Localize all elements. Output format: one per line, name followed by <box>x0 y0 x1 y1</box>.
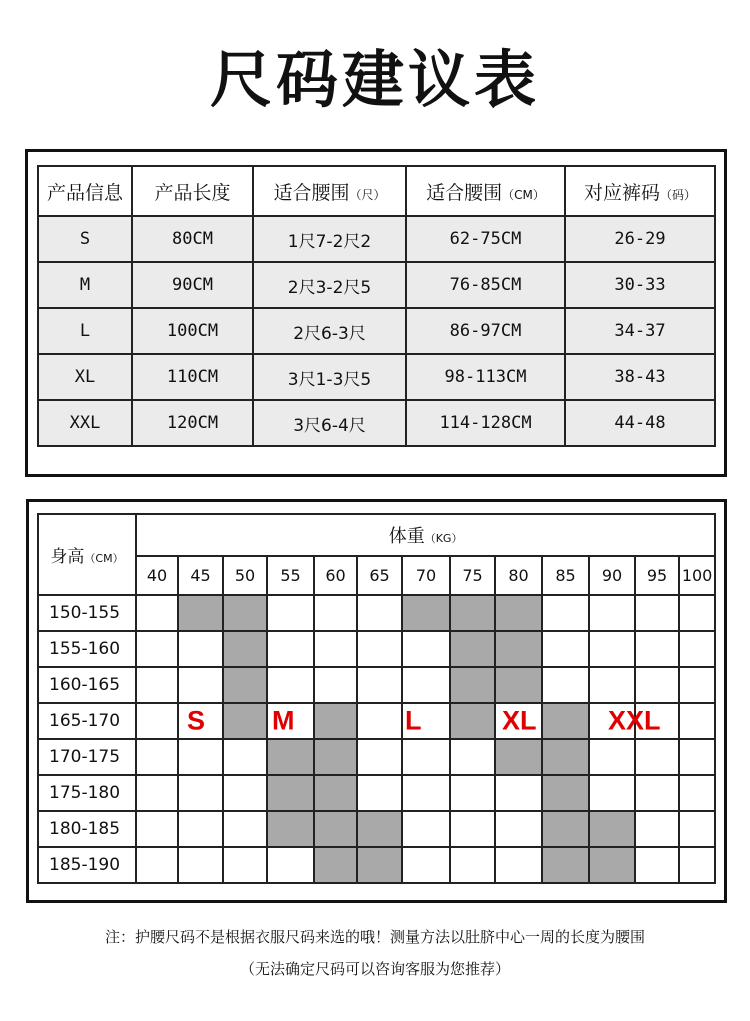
chart-cell <box>635 631 679 667</box>
size-table-header-cell <box>406 166 565 216</box>
header-unit: （码） <box>660 187 697 202</box>
size-table-row <box>38 216 715 262</box>
size-table-row <box>38 400 715 446</box>
header-label: 产品长度 <box>154 181 231 204</box>
size-table-cell: M <box>38 262 132 308</box>
size-table-cell: 3尺6-4尺 <box>253 400 406 446</box>
chart-cell <box>402 631 450 667</box>
chart-cell <box>136 595 178 631</box>
size-table <box>37 165 716 447</box>
weight-value-cell: 40 <box>136 556 178 595</box>
size-table-cell: 34-37 <box>565 308 715 354</box>
weight-value-cell: 95 <box>635 556 679 595</box>
chart-cell-filled <box>223 703 267 739</box>
chart-cell-filled <box>495 739 542 775</box>
note-line-1: 注：护腰尺码不是根据衣服尺码来选的哦！测量方法以肚脐中心一周的长度为腰围 <box>104 928 645 946</box>
height-range-cell: 185-190 <box>38 847 136 883</box>
chart-cell <box>542 631 589 667</box>
chart-row <box>38 847 715 883</box>
weight-value-cell: 65 <box>357 556 402 595</box>
chart-cell-filled <box>178 595 223 631</box>
chart-row <box>38 631 715 667</box>
chart-row <box>38 667 715 703</box>
size-table-cell: S <box>38 216 132 262</box>
chart-cell <box>450 811 495 847</box>
size-table-cell: 44-48 <box>565 400 715 446</box>
chart-cell-filled <box>589 847 635 883</box>
chart-cell <box>450 847 495 883</box>
chart-cell <box>402 739 450 775</box>
chart-cell-filled <box>314 703 357 739</box>
height-range-cell: 175-180 <box>38 775 136 811</box>
size-table-row <box>38 308 715 354</box>
chart-cell <box>542 667 589 703</box>
chart-cell-filled <box>495 595 542 631</box>
weight-values-row <box>38 556 715 595</box>
chart-cell <box>589 775 635 811</box>
weight-value-cell: 85 <box>542 556 589 595</box>
size-label: XXL <box>608 705 661 736</box>
chart-cell <box>589 703 661 739</box>
size-table-cell: 86-97CM <box>406 308 565 354</box>
chart-cell <box>267 595 314 631</box>
chart-row <box>38 703 715 739</box>
header-label: 对应裤码 <box>583 181 660 204</box>
weight-value-cell: 80 <box>495 556 542 595</box>
chart-cell-filled <box>223 595 267 631</box>
height-range-cell: 170-175 <box>38 739 136 775</box>
chart-cell <box>679 847 715 883</box>
chart-cell-filled <box>542 811 589 847</box>
chart-row <box>38 595 715 631</box>
page-title: 尺码建议表 <box>209 43 540 116</box>
chart-cell <box>357 631 402 667</box>
chart-cell <box>357 703 402 739</box>
chart-cell-filled <box>450 703 495 739</box>
chart-cell-filled <box>314 847 357 883</box>
chart-cell-filled <box>542 739 589 775</box>
height-range-cell: 160-165 <box>38 667 136 703</box>
chart-cell <box>679 631 715 667</box>
chart-cell-filled <box>450 667 495 703</box>
chart-cell <box>402 703 450 739</box>
size-table-cell: XXL <box>38 400 132 446</box>
chart-cell-filled <box>542 847 589 883</box>
chart-cell <box>223 811 267 847</box>
chart-cell <box>679 703 715 739</box>
note-line-2: （无法确定尺码可以咨询客服为您推荐） <box>239 960 510 978</box>
height-label: 身高 <box>50 547 85 567</box>
size-table-cell: 38-43 <box>565 354 715 400</box>
weight-value-cell: 45 <box>178 556 223 595</box>
chart-cell <box>679 739 715 775</box>
chart-cell <box>178 847 223 883</box>
chart-cell <box>495 811 542 847</box>
size-table-cell: 120CM <box>132 400 253 446</box>
chart-cell <box>679 811 715 847</box>
height-range-cell: 180-185 <box>38 811 136 847</box>
chart-cell-filled <box>495 667 542 703</box>
chart-cell <box>136 811 178 847</box>
chart-cell <box>178 739 223 775</box>
chart-cell <box>402 811 450 847</box>
chart-cell <box>589 631 635 667</box>
size-table-row <box>38 354 715 400</box>
chart-cell-filled <box>542 703 589 739</box>
chart-cell <box>136 775 178 811</box>
size-table-cell: 30-33 <box>565 262 715 308</box>
size-table-cell: 114-128CM <box>406 400 565 446</box>
chart-cell-filled <box>223 667 267 703</box>
header-unit: （CM） <box>502 187 545 202</box>
size-table-header-cell <box>38 166 132 216</box>
size-table-row <box>38 262 715 308</box>
chart-cell <box>314 595 357 631</box>
height-header <box>38 514 136 595</box>
size-table-cell: 62-75CM <box>406 216 565 262</box>
weight-value-cell: 75 <box>450 556 495 595</box>
size-table-cell: 1尺7-2尺2 <box>253 216 406 262</box>
height-range-cell: 155-160 <box>38 631 136 667</box>
size-label: XL <box>502 705 537 736</box>
chart-cell-filled <box>314 739 357 775</box>
chart-cell <box>267 847 314 883</box>
chart-cell-filled <box>357 811 402 847</box>
chart-cell-filled <box>223 631 267 667</box>
chart-cell-filled <box>450 631 495 667</box>
chart-cell-filled <box>495 631 542 667</box>
chart-cell <box>357 739 402 775</box>
chart-cell <box>178 667 223 703</box>
chart-cell <box>402 667 450 703</box>
size-table-header-cell <box>132 166 253 216</box>
size-table-cell: 98-113CM <box>406 354 565 400</box>
size-table-cell: 100CM <box>132 308 253 354</box>
chart-cell <box>635 775 679 811</box>
chart-cell-filled <box>314 775 357 811</box>
size-label: S <box>187 705 206 736</box>
chart-cell <box>136 739 178 775</box>
height-range-cell: 165-170 <box>38 703 136 739</box>
chart-cell-filled <box>357 847 402 883</box>
weight-label: 体重 <box>388 526 425 547</box>
chart-row <box>38 775 715 811</box>
chart-cell-filled <box>402 595 450 631</box>
chart-cell <box>495 775 542 811</box>
weight-value-cell: 90 <box>589 556 635 595</box>
chart-cell-filled <box>450 595 495 631</box>
size-table-cell: 2尺3-2尺5 <box>253 262 406 308</box>
size-table-cell: XL <box>38 354 132 400</box>
weight-value-cell: 50 <box>223 556 267 595</box>
chart-cell <box>679 595 715 631</box>
size-table-header-cell <box>253 166 406 216</box>
chart-cell <box>223 847 267 883</box>
chart-cell-filled <box>267 811 314 847</box>
chart-cell <box>136 847 178 883</box>
header-label: 适合腰围 <box>426 181 503 204</box>
chart-cell <box>178 811 223 847</box>
chart-row <box>38 739 715 775</box>
chart-cell <box>495 847 542 883</box>
chart-cell <box>267 703 314 739</box>
chart-cell <box>136 667 178 703</box>
weight-header <box>136 514 715 556</box>
chart-cell <box>495 703 542 739</box>
height-unit: （CM） <box>84 552 124 565</box>
chart-cell-filled <box>267 739 314 775</box>
chart-cell <box>635 811 679 847</box>
size-table-cell: 80CM <box>132 216 253 262</box>
chart-cell <box>589 739 635 775</box>
size-table-cell: 76-85CM <box>406 262 565 308</box>
chart-cell <box>178 703 223 739</box>
chart-cell-filled <box>314 811 357 847</box>
chart-cell <box>635 595 679 631</box>
header-label: 产品信息 <box>46 181 123 204</box>
size-table-cell: 26-29 <box>565 216 715 262</box>
chart-cell <box>402 775 450 811</box>
chart-cell-filled <box>542 775 589 811</box>
size-table-cell: 90CM <box>132 262 253 308</box>
weight-value-cell: 70 <box>402 556 450 595</box>
chart-cell <box>314 631 357 667</box>
height-range-cell: 150-155 <box>38 595 136 631</box>
chart-cell <box>635 847 679 883</box>
chart-cell <box>357 595 402 631</box>
chart-cell <box>136 631 178 667</box>
size-table-header-cell <box>565 166 715 216</box>
chart-cell <box>267 667 314 703</box>
chart-cell <box>679 667 715 703</box>
size-label: M <box>272 705 295 736</box>
size-table-cell: 110CM <box>132 354 253 400</box>
chart-cell <box>267 631 314 667</box>
chart-cell <box>542 595 589 631</box>
chart-cell <box>223 739 267 775</box>
header-unit: （尺） <box>349 187 386 202</box>
size-table-header-row <box>38 166 715 216</box>
chart-cell <box>402 847 450 883</box>
chart-cell-filled <box>267 775 314 811</box>
chart-cell <box>314 667 357 703</box>
chart-cell <box>450 739 495 775</box>
chart-cell <box>635 667 679 703</box>
chart-cell <box>679 775 715 811</box>
size-table-cell: 2尺6-3尺 <box>253 308 406 354</box>
chart-cell <box>223 775 267 811</box>
chart-cell <box>357 667 402 703</box>
chart-cell <box>635 703 679 739</box>
chart-header-row <box>38 514 715 556</box>
header-label: 适合腰围 <box>273 181 350 204</box>
chart-cell <box>178 631 223 667</box>
size-label: L <box>405 705 422 736</box>
chart-cell-filled <box>589 811 635 847</box>
chart-cell <box>589 667 635 703</box>
size-table-cell: 3尺1-3尺5 <box>253 354 406 400</box>
chart-cell <box>450 775 495 811</box>
weight-unit: （KG） <box>424 532 463 545</box>
chart-cell <box>635 739 679 775</box>
chart-cell <box>178 775 223 811</box>
weight-value-cell: 60 <box>314 556 357 595</box>
weight-value-cell: 100 <box>679 556 715 595</box>
chart-cell <box>589 595 635 631</box>
size-table-cell: L <box>38 308 132 354</box>
weight-value-cell: 55 <box>267 556 314 595</box>
chart-cell <box>357 775 402 811</box>
chart-cell <box>136 703 178 739</box>
size-chart-table <box>37 513 716 884</box>
chart-row <box>38 811 715 847</box>
